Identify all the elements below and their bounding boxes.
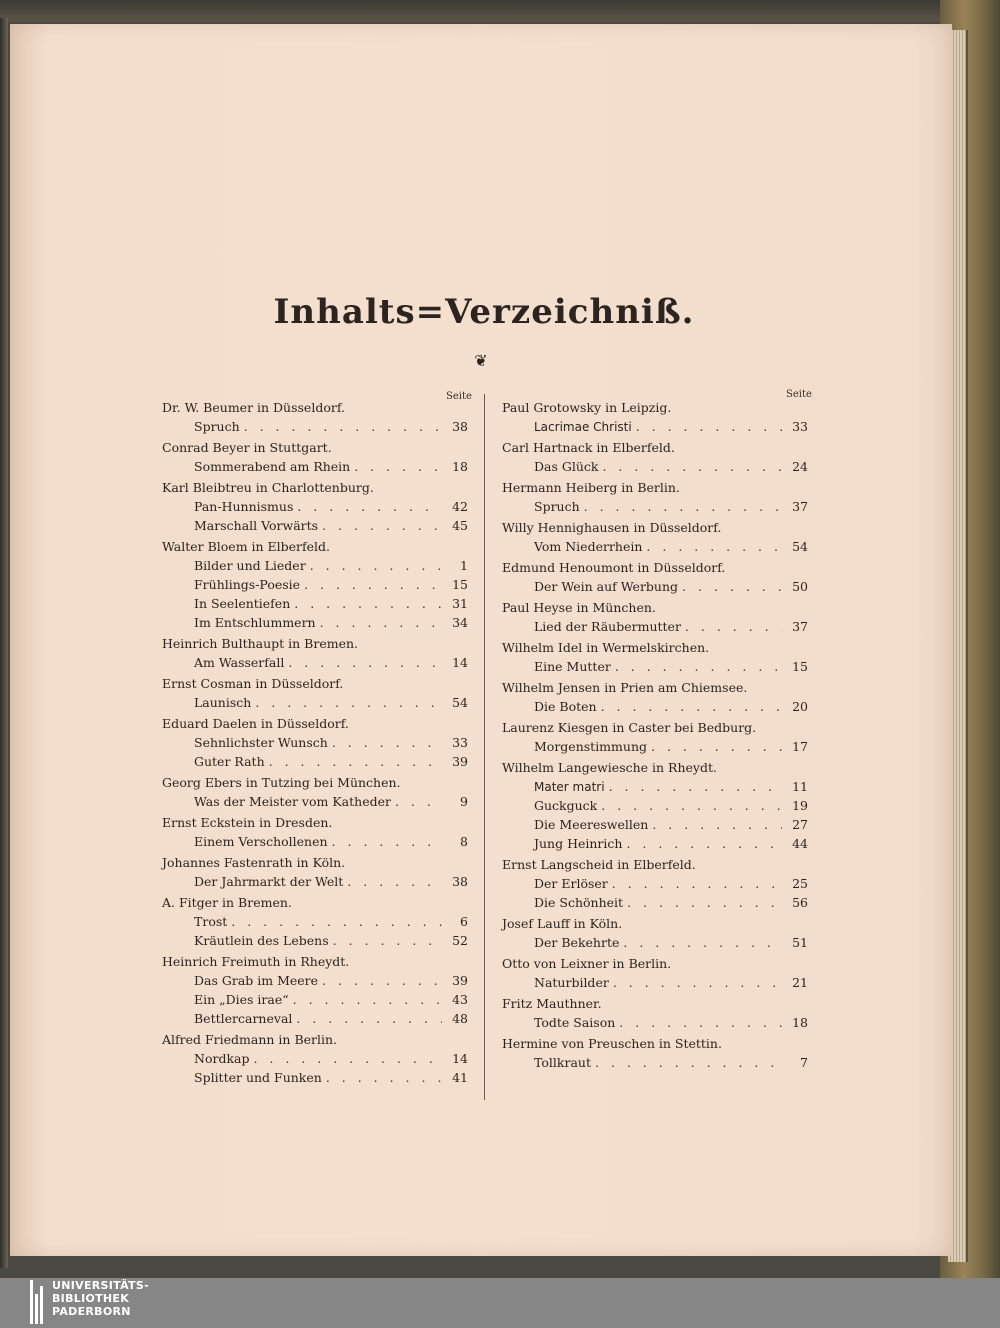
toc-entry-page: 6	[460, 914, 468, 929]
toc-entry	[502, 874, 808, 893]
toc-author: Walter Bloem in Elberfeld.	[162, 539, 331, 554]
dot-leader	[646, 537, 782, 556]
toc-author: Karl Bleibtreu in Charlottenburg.	[162, 480, 374, 495]
toc-entry	[162, 971, 468, 990]
dot-leader	[253, 1049, 442, 1068]
logo-line-2: BIBLIOTHEK	[52, 1292, 130, 1305]
toc-entry-title: Jung Heinrich	[534, 836, 623, 851]
dot-leader	[304, 575, 442, 594]
dot-leader	[297, 497, 442, 516]
dot-leader	[288, 653, 442, 672]
toc-entry-title: Spruch	[534, 499, 580, 514]
dot-leader	[333, 931, 442, 950]
toc-entry-page: 15	[452, 577, 468, 592]
toc-entry	[162, 497, 468, 516]
toc-entry-title: Guter Rath	[194, 754, 265, 769]
toc-entry	[162, 457, 468, 476]
toc-entry	[162, 575, 468, 594]
toc-entry	[502, 657, 808, 676]
library-logo-text	[52, 1279, 252, 1318]
toc-author: Paul Grotowsky in Leipzig.	[502, 400, 672, 415]
toc-entry-page: 37	[792, 619, 808, 634]
toc-entry	[502, 777, 808, 796]
toc-entry-title: Der Erlöser	[534, 876, 608, 891]
toc-entry	[502, 893, 808, 912]
toc-entry	[502, 933, 808, 952]
toc-entry-page: 51	[792, 935, 808, 950]
toc-right-column	[502, 398, 808, 1074]
toc-entry-page: 21	[792, 975, 808, 990]
toc-author: Wilhelm Langewiesche in Rheydt.	[502, 760, 717, 775]
toc-entry-title: Tollkraut	[534, 1055, 591, 1070]
dot-leader	[310, 556, 442, 575]
toc-entry-title: Was der Meister vom Katheder	[194, 794, 391, 809]
toc-entry-title: Sehnlichster Wunsch	[194, 735, 328, 750]
toc-author: Eduard Daelen in Düsseldorf.	[162, 716, 349, 731]
toc-entry	[502, 417, 808, 436]
toc-entry	[162, 613, 468, 632]
toc-entry	[162, 990, 468, 1009]
toc-entry-title: Mater matri	[534, 780, 605, 794]
book-cover-top-edge	[0, 0, 1000, 22]
toc-entry-page: 52	[452, 933, 468, 948]
toc-entry-page: 11	[792, 779, 808, 794]
toc-entry	[502, 973, 808, 992]
dot-leader	[320, 613, 442, 632]
toc-author: Wilhelm Idel in Wermelskirchen.	[502, 640, 710, 655]
toc-entry	[162, 653, 468, 672]
toc-author: Wilhelm Jensen in Prien am Chiemsee.	[502, 680, 748, 695]
toc-left-column	[162, 398, 468, 1089]
toc-entry	[162, 912, 468, 931]
toc-entry-page: 33	[452, 735, 468, 750]
toc-entry-title: Lied der Räubermutter	[534, 619, 681, 634]
dot-leader	[619, 1013, 782, 1032]
dot-leader	[332, 832, 442, 851]
toc-author: Heinrich Bulthaupt in Bremen.	[162, 636, 359, 651]
toc-author: Josef Lauff in Köln.	[502, 916, 623, 931]
toc-entry-page: 45	[452, 518, 468, 533]
toc-entry	[162, 1068, 468, 1087]
toc-entry-page: 50	[792, 579, 808, 594]
toc-entry	[502, 617, 808, 636]
seite-label-left: Seite	[446, 391, 472, 402]
toc-author: Otto von Leixner in Berlin.	[502, 956, 672, 971]
logo-line-3: PADERBORN	[52, 1305, 131, 1318]
toc-entry-title: Die Schönheit	[534, 895, 624, 910]
toc-entry	[502, 697, 808, 716]
logo-line-1: UNIVERSITÄTS-	[52, 1279, 149, 1292]
toc-entry-page: 1	[460, 558, 468, 573]
toc-entry-page: 39	[452, 973, 468, 988]
dot-leader	[601, 697, 782, 716]
toc-author: Georg Ebers in Tutzing bei München.	[162, 775, 401, 790]
toc-author: Ernst Langscheid in Elberfeld.	[502, 857, 696, 872]
toc-author: Carl Hartnack in Elberfeld.	[502, 440, 675, 455]
dot-leader	[296, 1009, 442, 1028]
toc-entry	[162, 752, 468, 771]
dot-leader	[347, 872, 442, 891]
toc-entry-page: 43	[452, 992, 468, 1007]
toc-entry	[502, 834, 808, 853]
toc-entry-title: Das Glück	[534, 459, 599, 474]
toc-entry	[502, 1013, 808, 1032]
toc-author: Ernst Eckstein in Dresden.	[162, 815, 333, 830]
toc-entry-page: 8	[460, 834, 468, 849]
toc-entry	[162, 556, 468, 575]
toc-entry-title: Die Meereswellen	[534, 817, 649, 832]
toc-entry-page: 38	[452, 874, 468, 889]
dot-leader	[652, 815, 782, 834]
dot-leader	[354, 457, 442, 476]
dot-leader	[244, 417, 442, 436]
dot-leader	[584, 497, 782, 516]
toc-entry	[162, 931, 468, 950]
paper-page	[10, 24, 952, 1256]
dot-leader	[255, 693, 442, 712]
toc-entry-page: 37	[792, 499, 808, 514]
toc-author: Conrad Beyer in Stuttgart.	[162, 440, 332, 455]
toc-entry	[502, 497, 808, 516]
toc-entry	[162, 594, 468, 613]
toc-entry-page: 27	[792, 817, 808, 832]
toc-entry-title: Guckguck	[534, 798, 598, 813]
dot-leader	[685, 617, 782, 636]
toc-entry-title: Der Wein auf Werbung	[534, 579, 679, 594]
dot-leader	[609, 777, 782, 796]
dot-leader	[615, 657, 782, 676]
toc-entry	[502, 457, 808, 476]
toc-author: Willy Hennighausen in Düsseldorf.	[502, 520, 722, 535]
dot-leader	[626, 834, 782, 853]
toc-entry-page: 48	[452, 1011, 468, 1026]
toc-entry	[162, 832, 468, 851]
toc-entry	[502, 537, 808, 556]
toc-entry-title: Naturbilder	[534, 975, 609, 990]
dot-leader	[231, 912, 442, 931]
toc-entry-page: 17	[792, 739, 808, 754]
dot-leader	[613, 973, 782, 992]
toc-author: Edmund Henoumont in Düsseldorf.	[502, 560, 726, 575]
toc-author: Laurenz Kiesgen in Caster bei Bedburg.	[502, 720, 757, 735]
toc-entry	[502, 577, 808, 596]
toc-entry-title: Nordkap	[194, 1051, 250, 1066]
fleuron-ornament-icon: ❦	[474, 351, 488, 370]
toc-entry	[162, 872, 468, 891]
toc-author: Dr. W. Beumer in Düsseldorf.	[162, 400, 345, 415]
toc-entry-page: 39	[452, 754, 468, 769]
toc-entry-title: Das Grab im Meere	[194, 973, 319, 988]
toc-entry-page: 14	[452, 655, 468, 670]
dot-leader	[602, 457, 782, 476]
toc-author: Heinrich Freimuth in Rheydt.	[162, 954, 350, 969]
toc-entry-page: 18	[792, 1015, 808, 1030]
toc-entry-page: 54	[452, 695, 468, 710]
toc-entry-title: Kräutlein des Lebens	[194, 933, 329, 948]
toc-entry-page: 14	[452, 1051, 468, 1066]
toc-entry-title: Todte Saison	[534, 1015, 616, 1030]
dot-leader	[322, 971, 442, 990]
toc-entry-page: 9	[460, 794, 468, 809]
toc-entry-title: Am Wasserfall	[194, 655, 285, 670]
toc-entry-page: 44	[792, 836, 808, 851]
toc-entry	[162, 1049, 468, 1068]
toc-entry-title: Morgenstimmung	[534, 739, 647, 754]
toc-entry-title: Eine Mutter	[534, 659, 611, 674]
toc-entry-page: 20	[792, 699, 808, 714]
dot-leader	[682, 577, 782, 596]
library-logo-icon	[30, 1280, 46, 1324]
seite-label-right: Seite	[786, 389, 812, 400]
toc-entry-page: 42	[452, 499, 468, 514]
toc-entry-page: 7	[800, 1055, 808, 1070]
toc-entry-page: 15	[792, 659, 808, 674]
toc-entry-title: Trost	[194, 914, 228, 929]
toc-entry-page: 18	[452, 459, 468, 474]
dot-leader	[623, 933, 782, 952]
toc-entry-title: Bettlercarneval	[194, 1011, 293, 1026]
toc-author: Hermine von Preuschen in Stettin.	[502, 1036, 722, 1051]
toc-entry-page: 33	[792, 419, 808, 434]
toc-author: Johannes Fastenrath in Köln.	[162, 855, 346, 870]
dot-leader	[595, 1053, 782, 1072]
toc-entry	[502, 1053, 808, 1072]
dot-leader	[332, 733, 442, 752]
toc-author: Hermann Heiberg in Berlin.	[502, 480, 680, 495]
toc-entry-title: Der Jahrmarkt der Welt	[194, 874, 344, 889]
toc-entry-title: Lacrimae Christi	[534, 420, 632, 434]
toc-entry-title: Im Entschlummern	[194, 615, 316, 630]
toc-author: Alfred Friedmann in Berlin.	[162, 1032, 338, 1047]
toc-entry-title: Einem Verschollenen	[194, 834, 328, 849]
toc-entry-title: Spruch	[194, 419, 240, 434]
toc-author: Ernst Cosman in Düsseldorf.	[162, 676, 344, 691]
toc-entry-title: Ein „Dies irae“	[194, 992, 289, 1007]
toc-entry-page: 19	[792, 798, 808, 813]
toc-entry	[162, 733, 468, 752]
dot-leader	[636, 417, 782, 436]
toc-entry-title: Der Bekehrte	[534, 935, 620, 950]
dot-leader	[601, 796, 782, 815]
dot-leader	[322, 516, 442, 535]
toc-author: Fritz Mauthner.	[502, 996, 602, 1011]
dot-leader	[269, 752, 442, 771]
toc-entry-page: 56	[792, 895, 808, 910]
toc-entry	[502, 815, 808, 834]
toc-entry-title: In Seelentiefen	[194, 596, 291, 611]
toc-entry-page: 25	[792, 876, 808, 891]
dot-leader	[326, 1068, 442, 1087]
dot-leader	[612, 874, 782, 893]
toc-entry-title: Pan-Hunnismus	[194, 499, 294, 514]
toc-entry-page: 41	[452, 1070, 468, 1085]
column-divider	[484, 394, 485, 1100]
toc-author: Paul Heyse in München.	[502, 600, 656, 615]
dot-leader	[293, 990, 442, 1009]
toc-entry-title: Launisch	[194, 695, 252, 710]
toc-entry	[502, 737, 808, 756]
toc-entry-title: Vom Niederrhein	[534, 539, 643, 554]
toc-entry	[162, 1009, 468, 1028]
dot-leader	[294, 594, 442, 613]
dot-leader	[627, 893, 782, 912]
toc-entry-title: Marschall Vorwärts	[194, 518, 319, 533]
toc-entry-page: 24	[792, 459, 808, 474]
toc-entry-title: Sommerabend am Rhein	[194, 459, 351, 474]
toc-entry-page: 31	[452, 596, 468, 611]
toc-entry	[162, 516, 468, 535]
toc-entry-title: Splitter und Funken	[194, 1070, 322, 1085]
toc-entry	[162, 693, 468, 712]
toc-entry-title: Die Boten	[534, 699, 597, 714]
book-spine	[0, 18, 8, 1268]
dot-leader	[395, 792, 442, 811]
toc-entry	[502, 796, 808, 815]
toc-entry-title: Bilder und Lieder	[194, 558, 306, 573]
toc-entry	[162, 792, 468, 811]
toc-author: A. Fitger in Bremen.	[162, 895, 292, 910]
toc-entry-page: 38	[452, 419, 468, 434]
toc-entry-page: 54	[792, 539, 808, 554]
dot-leader	[651, 737, 782, 756]
toc-entry-page: 34	[452, 615, 468, 630]
toc-entry-title: Frühlings-Poesie	[194, 577, 301, 592]
toc-entry	[162, 417, 468, 436]
page-title: Inhalts=Verzeichniß.	[273, 292, 695, 332]
